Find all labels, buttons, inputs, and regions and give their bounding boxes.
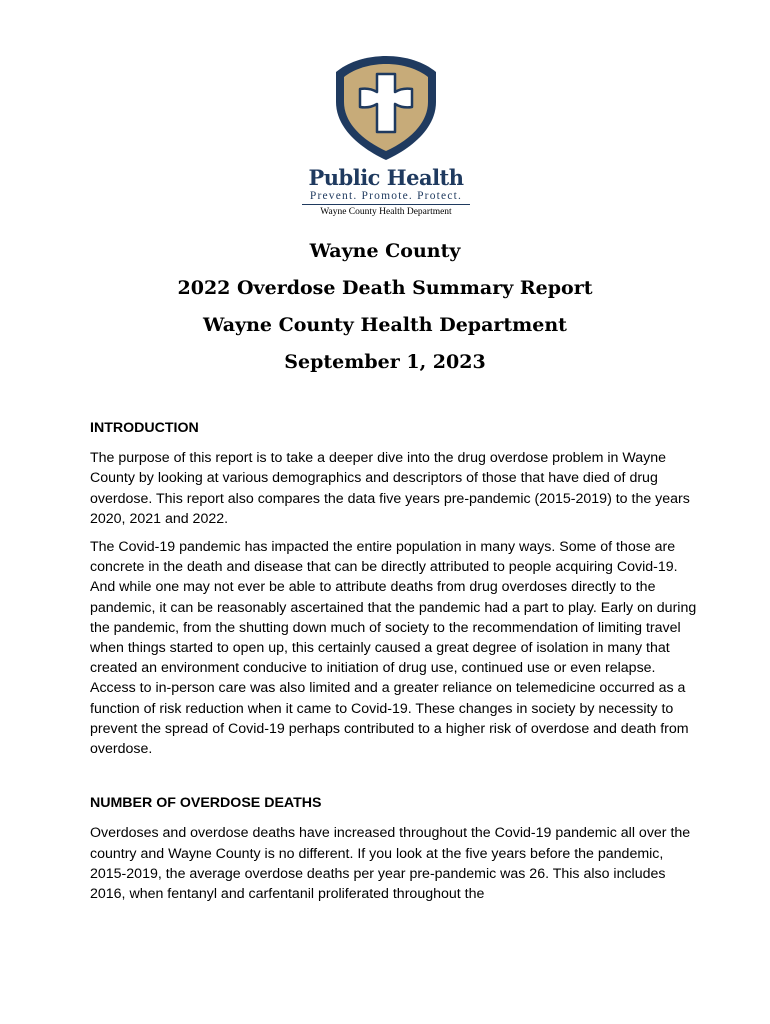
logo-tagline: Prevent. Promote. Protect. [309,190,463,202]
report-title-block [0,236,770,384]
report-body [90,418,700,912]
title-department: Wayne County Health Department [203,314,567,336]
title-date: September 1, 2023 [284,351,486,373]
overdose-deaths-paragraph: Overdoses and overdose deaths have increased throughout the Covid-19 pandemic all over the country and Wayne County is no different. If you look at the five years before the pandemic, 2015-2019, the average overdose deaths per year pre-pandemic was 26. This also includes 2016, when fentanyl and carfentanil proliferated throughout the [90,825,691,903]
logo-department: Wayne County Health Department [320,207,452,217]
introduction-paragraph: The purpose of this report is to take a deeper dive into the drug overdose problem in Wayne County by looking at various demographics and descriptors of those that have died of drug overdose. This report also compares the data five years pre-pandemic (2015-2019) to the years 2020, 2021 and 2022. [90,450,690,527]
overdose-deaths-heading: NUMBER OF OVERDOSE DEATHS [90,795,322,812]
covid-impact-paragraph: The Covid-19 pandemic has impacted the entire population in many ways. Some of those are concrete in the death and disease that can be directly attributed to people acquiring Covid-19. And while one may not ever be able to attribute deaths from drug overdoses directly to the pandemic, it can be reasonably ascertained that the pandemic had a part to play. Early on during the pandemic, from the shutting down much of society to the recommendation of limiting travel when things started to open up, this certainly caused a great degree of isolation in many that created an environment conducive to initiation of drug use, continued use or even relapse. Access to in-person care was also limited and a greater reliance on telemedicine occurred as a function of risk reduction when it came to Covid-19. These changes in society by necessity to prevent the spread of Covid-19 perhaps contributed to a higher risk of overdose and death from overdose. [90,539,697,758]
introduction-heading: INTRODUCTION [90,420,199,436]
title-county: Wayne County [309,240,461,262]
logo-divider [302,204,470,205]
logo-title: Public Health [308,165,464,190]
shield-cross-icon [298,52,474,164]
title-report-name: 2022 Overdose Death Summary Report [177,277,593,299]
section-spacer [90,767,700,793]
public-health-logo [298,52,474,222]
